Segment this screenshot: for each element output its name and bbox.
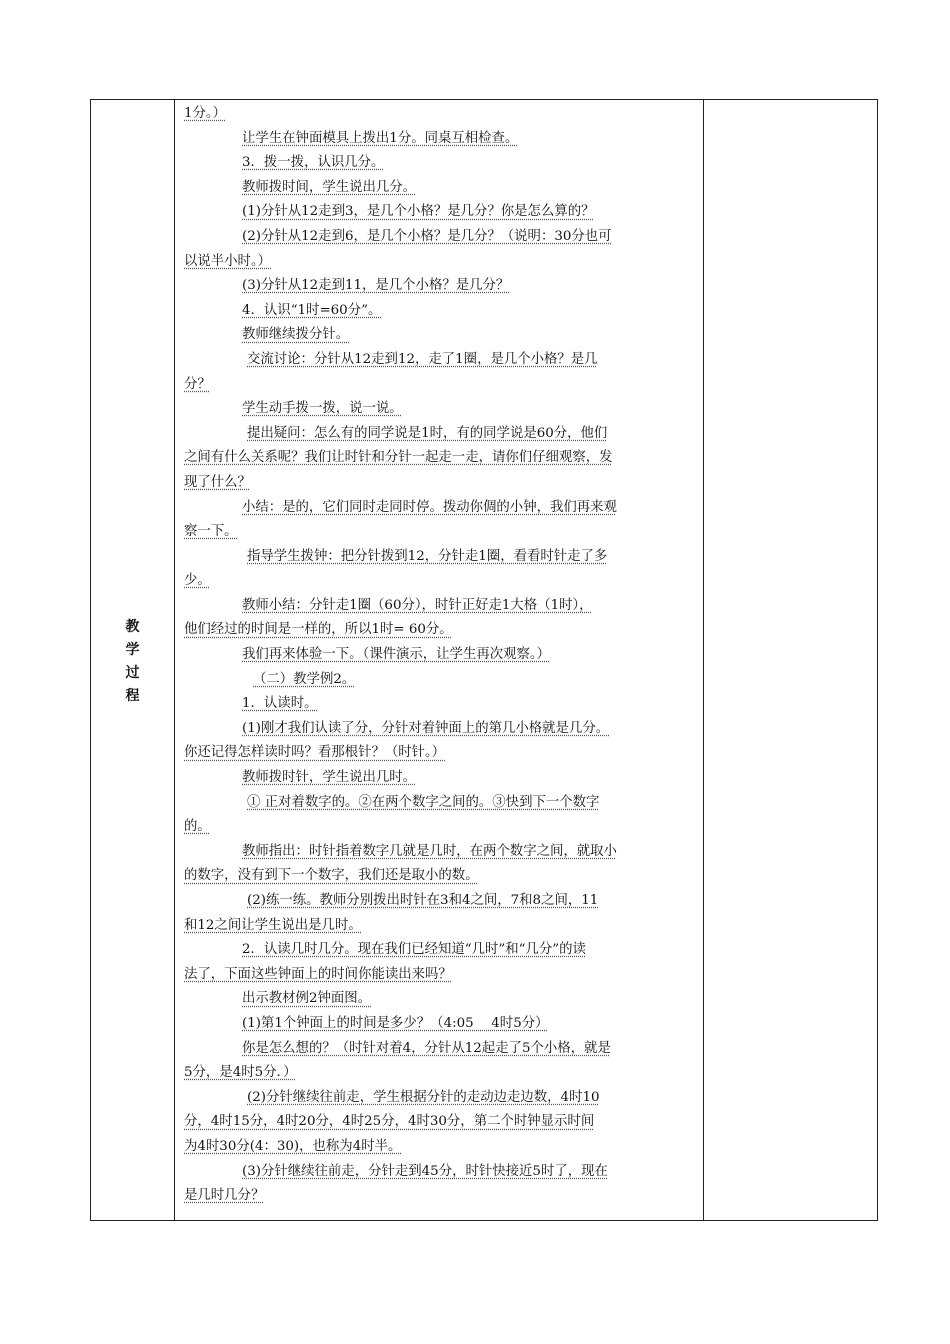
content-line: 的数字，没有到下一个数字，我们还是取小的数。	[184, 868, 479, 884]
content-line: 学生动手拨一拨，说一说。	[242, 401, 403, 417]
content-line: （二）教学例2。	[253, 671, 356, 687]
content-line: 教师拨时针，学生说出几时。	[242, 770, 417, 786]
content-line: (1)分针从12走到3，是几个小格？是几分？你是怎么算的？	[242, 204, 595, 220]
content-line: 2．认读几时几分。现在我们已经知道“几时”和“几分”的读	[242, 942, 586, 958]
content-line: 你还记得怎样读时吗？看那根针？（时针。）	[184, 745, 446, 761]
section-label-char: 教	[125, 619, 140, 635]
content-line: 分，4时15分，4时20分，4时25分，4时30分，第二个时钟显示时间	[184, 1114, 595, 1130]
section-label-char: 程	[125, 688, 140, 704]
content-line: 你是怎么想的？（时针对着4，分针从12起走了5个小格，就是	[242, 1040, 611, 1056]
content-line: 现了什么？	[184, 474, 251, 490]
content-line: 让学生在钟面模具上拨出1分。同桌互相检查。	[242, 130, 519, 146]
content-line: (2)分针从12走到6，是几个小格？是几分？（说明：30分也可	[242, 228, 612, 244]
content-line: 分？	[184, 376, 211, 392]
content-line: 法了，下面这些钟面上的时间你能读出来吗？	[184, 966, 452, 982]
section-label-cell	[91, 100, 175, 1220]
content-line: (2)练一练。教师分别拨出时针在3和4之间，7和8之间，11	[247, 893, 599, 908]
content-line: 5分，是4时5分．）	[184, 1065, 297, 1081]
content-line: 以说半小时。）	[184, 253, 272, 269]
content-line: (1)第1个钟面上的时间是多少？（4:05 4时5分）	[242, 1015, 549, 1031]
content-line: 教师继续拨分针。	[242, 327, 350, 343]
content-line: 和12之间让学生说出是几时。	[184, 917, 362, 933]
content-line: 小结：是的，它们同时走同时停。拨动你倜的小钟，我们再来观	[242, 499, 617, 515]
content-line: 1分。）	[184, 106, 226, 121]
content-line: 教师指出：时针指着数字几就是几时，在两个数字之间，就取小	[242, 843, 617, 859]
content-line: 4．认识“1时=60分”。	[242, 302, 382, 318]
content-line: 他们经过的时间是一样的，所以1时= 60分。	[184, 622, 453, 638]
section-label-char: 过	[125, 665, 140, 681]
content-line: 的。	[184, 819, 211, 835]
content-line: 指导学生拨钟：把分针拨到12，分针走1圈，看看时针走了多	[247, 548, 608, 564]
content-line: (2)分针继续往前走，学生根据分针的走动边走边数，4时10	[247, 1089, 600, 1105]
content-line: 提出疑问：怎么有的同学说是1时，有的同学说是60分，他们	[247, 425, 608, 441]
content-line: 3．拨一拨，认识几分。	[242, 155, 385, 171]
content-line: (1)刚才我们认读了分，分针对着钟面上的第几小格就是几分。	[242, 720, 610, 736]
content-line: 我们再来体验一下。（课件演示，让学生再次观察。）	[242, 647, 550, 663]
notes-cell	[704, 100, 877, 1220]
content-line: 为4时30分(4：30)，也称为4时半。	[184, 1138, 402, 1154]
content-line: 出示教材例2钟面图。	[242, 991, 372, 1007]
lesson-table	[90, 99, 878, 1221]
content-line: 教师拨时间，学生说出几分。	[242, 179, 417, 195]
content-line: (3)分针从12走到11，是几个小格？是几分？	[242, 278, 510, 294]
content-line: 是几时几分？	[184, 1188, 265, 1204]
section-label-char: 学	[125, 642, 140, 658]
content-line: (3)分针继续往前走，分针走到45分，时针快接近5时了，现在	[242, 1163, 608, 1179]
lesson-content-cell	[175, 100, 704, 1220]
content-line: 之间有什么关系呢？我们让时针和分针一起走一走，请你们仔细观察，发	[184, 450, 613, 466]
section-label	[126, 616, 140, 708]
content-line: 教师小结：分针走1圈（60分），时针正好走1大格（1时），	[242, 597, 593, 613]
content-line: ① 正对着数字的。②在两个数字之间的。③快到下一个数字	[247, 794, 600, 810]
content-line: 少。	[184, 573, 211, 589]
content-line: 交流讨论：分针从12走到12，走了1圈，是几个小格？是几	[247, 351, 598, 367]
content-line: 察一下。	[184, 524, 238, 540]
content-line: 1．认读时。	[242, 696, 318, 712]
